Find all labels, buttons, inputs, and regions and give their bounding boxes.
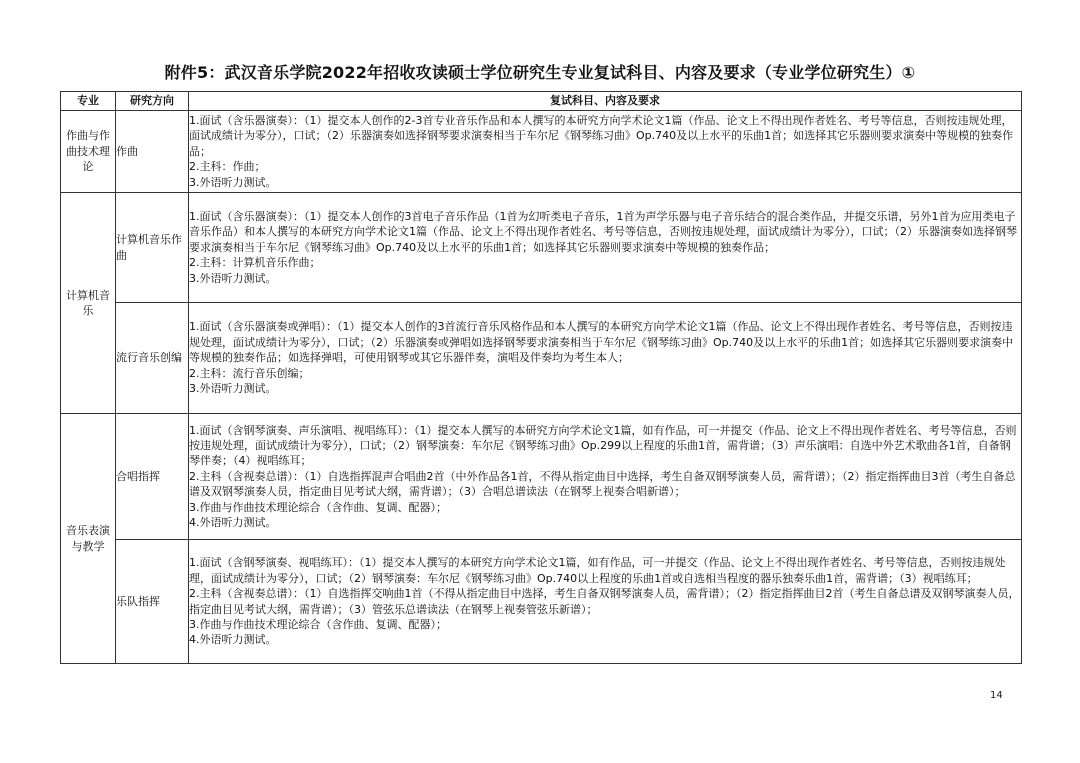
content-line: 2.主科：作曲；	[189, 160, 266, 174]
content-line: 3.外语听力测试。	[189, 271, 277, 285]
content-cell	[189, 303, 1022, 414]
content-line: 1.面试（含乐器演奏）：（1）提交本人创作的2-3首专业音乐作品和本人撰写的本研究方向学术论文1篇（作品、论文上不得出现作者姓名、考号等信息，否则按违规处理，面试成绩计为零分），口试；（2）乐器演奏如选择钢琴要求演奏相当于车尔尼《钢琴练习曲》Op.740及以上水平的乐曲1首；如选择其它乐器则要求演奏中等规模的独奏作品；	[189, 113, 1014, 158]
page-title: 附件5：武汉音乐学院2022年招收攻读硕士学位研究生专业复试科目、内容及要求（专业学位研究生）①	[164, 63, 916, 82]
direction-cell: 乐队指挥	[116, 540, 189, 664]
content-line: 1.面试（含钢琴演奏、声乐演唱、视唱练耳）：（1）提交本人撰写的本研究方向学术论文1篇，如有作品，可一并提交（作品、论文上不得出现作者姓名、考号等信息，否则按违规处理，面试成绩计为零分），口试；（2）钢琴演奏：车尔尼《钢琴练习曲》Op.299以上程度的乐曲1首，需背谱；（3）声乐演唱：自选中外艺术歌曲各1首，自备钢琴伴奏；（4）视唱练耳；	[189, 423, 1017, 468]
content-line: 3.外语听力测试。	[189, 382, 277, 396]
content-cell	[189, 414, 1022, 540]
table-row	[61, 111, 1022, 193]
content-line: 2.主科（含视奏总谱）：（1）自选指挥交响曲1首（不得从指定曲目中选择，考生自备双钢琴演奏人员，需背谱）；（2）指定指挥曲目2首（考生自备总谱及双钢琴演奏人员，指定曲目见考试大纲，需背谱）；（3）管弦乐总谱读法（在钢琴上视奏管弦乐新谱）；	[189, 587, 1020, 616]
table-header-row	[61, 92, 1022, 111]
header-content: 复试科目、内容及要求	[189, 92, 1022, 111]
direction-cell: 合唱指挥	[116, 414, 189, 540]
content-line: 2.主科（含视奏总谱）：（1）自选指挥混声合唱曲2首（中外作品各1首，不得从指定曲目中选择，考生自备双钢琴演奏人员，需背谱）；（2）指定指挥曲目3首（考生自备总谱及双钢琴演奏人员，指定曲目见考试大纲，需背谱）；（3）合唱总谱读法（在钢琴上视奏合唱新谱）；	[189, 469, 1016, 499]
content-line: 3.作曲与作曲技术理论综合（含作曲、复调、配器）；	[189, 500, 447, 514]
content-line: 3.作曲与作曲技术理论综合（含作曲、复调、配器）；	[189, 617, 447, 631]
header-direction: 研究方向	[116, 92, 189, 111]
content-cell	[189, 193, 1022, 303]
content-line: 2.主科：计算机音乐作曲；	[189, 256, 321, 270]
table-row	[61, 303, 1022, 414]
major-cell: 计算机音乐	[61, 193, 116, 414]
table-row	[61, 540, 1022, 664]
content-line: 1.面试（含乐器演奏或弹唱）：（1）提交本人创作的3首流行音乐风格作品和本人撰写的本研究方向学术论文1篇（作品、论文上不得出现作者姓名、考号等信息，否则按违规处理，面试成绩计为零分），口试；（2）乐器演奏或弹唱如选择钢琴要求演奏相当于车尔尼《钢琴练习曲》Op.740及以上水平的乐曲1首；如选择其它乐器则要求演奏中等规模的独奏作品；如选择弹唱，可使用钢琴或其它乐器伴奏，演唱及伴奏均为考生本人；	[189, 320, 1014, 365]
direction-cell: 流行音乐创编	[116, 303, 189, 414]
content-cell	[189, 540, 1022, 664]
requirements-table	[60, 91, 1022, 664]
table-row	[61, 414, 1022, 540]
direction-cell: 计算机音乐作曲	[116, 193, 189, 303]
direction-cell: 作曲	[116, 111, 189, 193]
content-line: 4.外语听力测试。	[189, 633, 277, 647]
page-number: 14	[990, 690, 1003, 701]
content-cell	[189, 111, 1022, 193]
content-line: 2.主科：流行音乐创编；	[189, 366, 310, 380]
table-row	[61, 193, 1022, 303]
major-cell: 音乐表演与教学	[61, 414, 116, 664]
content-line: 4.外语听力测试。	[189, 516, 277, 530]
header-major: 专业	[61, 92, 116, 111]
content-line: 3.外语听力测试。	[189, 175, 277, 189]
content-line: 1.面试（含乐器演奏）：（1）提交本人创作的3首电子音乐作品（1首为幻听类电子音乐，1首为声学乐器与电子音乐结合的混合类作品，并提交乐谱，另外1首为应用类电子音乐作品）和本人撰写的本研究方向学术论文1篇（作品、论文上不得出现作者姓名、考号等信息，否则按违规处理，面试成绩计为零分），口试；（2）乐器演奏如选择钢琴要求演奏相当于车尔尼《钢琴练习曲》Op.740及以上水平的乐曲1首；如选择其它乐器则要求演奏中等规模的独奏作品；	[189, 209, 1017, 254]
major-cell: 作曲与作曲技术理论	[61, 111, 116, 193]
content-line: 1.面试（含钢琴演奏、视唱练耳）：（1）提交本人撰写的本研究方向学术论文1篇，如有作品，可一并提交（作品、论文上不得出现作者姓名、考号等信息，否则按违规处理，面试成绩计为零分），口试；（2）钢琴演奏：车尔尼《钢琴练习曲》Op.740以上程度的乐曲1首或自选相当程度的器乐独奏乐曲1首，需背谱；（3）视唱练耳；	[189, 556, 1006, 585]
